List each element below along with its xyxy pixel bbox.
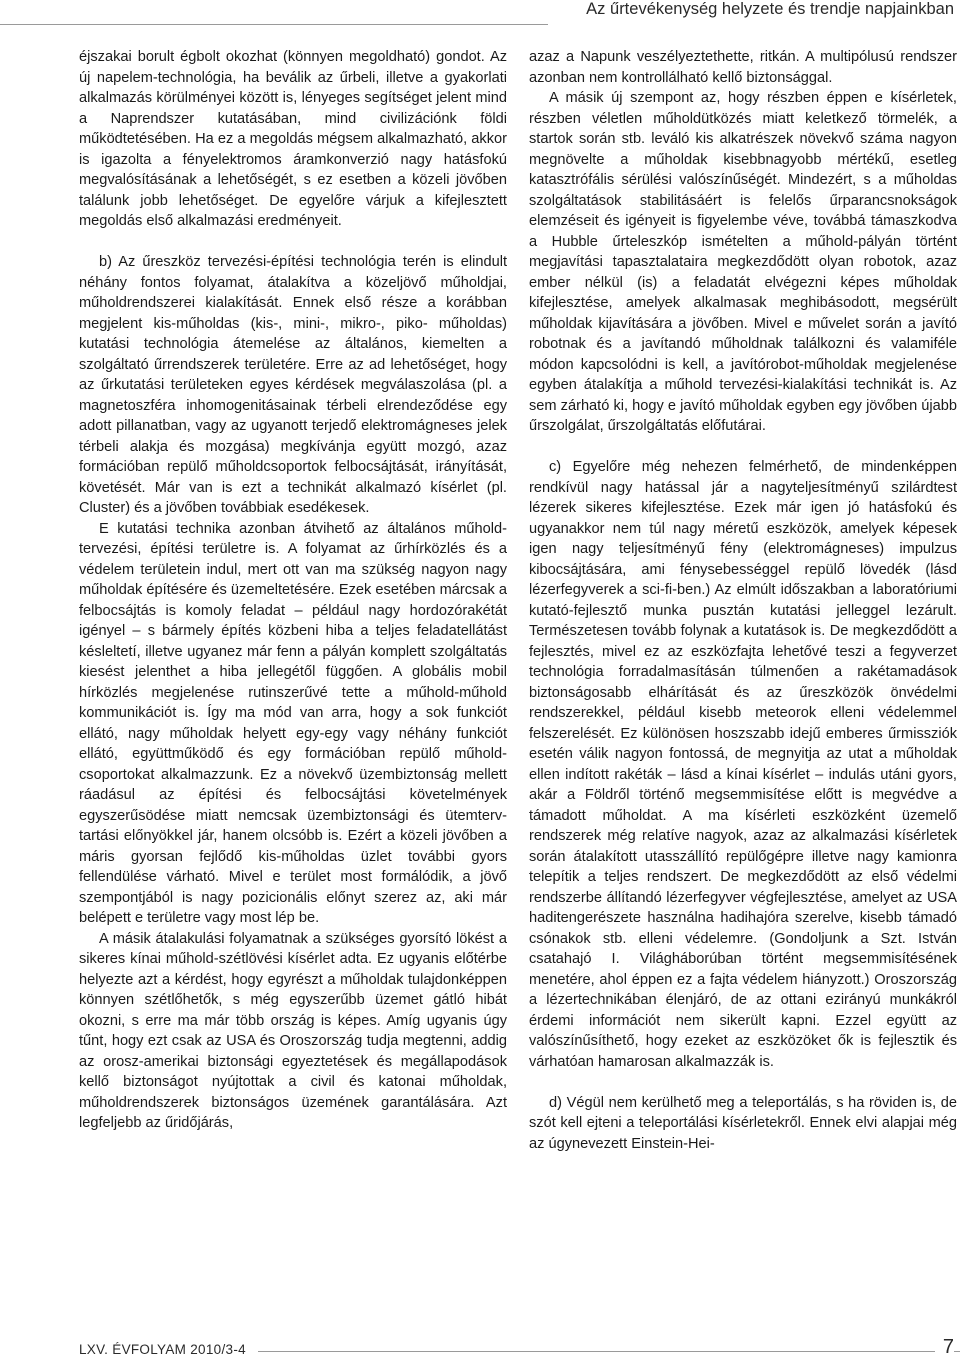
page-number: 7 <box>935 1336 954 1359</box>
left-column <box>79 47 507 1134</box>
footer-rule <box>258 1351 960 1352</box>
paragraph: c) Egyelőre még nehezen felmérhető, de mindenképpen rendkívül nagy hatással jár a nagyteljesítményű szilárdtest lézerek sikeres kifejlesztése. Ezek már igen jó hatásfokú és ugyanakkor nem túl nagy méretű eszközök, amelyek képesek igen nagy teljesítményű fény (elektromágneses) impulzus kibocsájtására, ami fénysebességgel repülő lövedék (lásd lézerfegyverek a sci-fi-ben.) Az elmúlt időszakban a laboratóriumi kutató-fejlesztő munka pusztán kutatási jelleggel lezárult. Természetesen tovább folynak a kutatások is. De megkezdődött a fejlesztés, mivel ez az eszközfajta lehetővé teszi a fegyverzet technológia forradalmasításán túlmenően a rakétamadások biztonságosabb elhárítását és az űreszközök önvédelmi rendszerekkel, például kisebb meteorok elleni védelemmel felszerelését. Ez különösen hoszszabb idejű emberes űrmissziók esetén válik nagyon fontossá, de megnyitja az utat a műholdak ellen indított rakéták – lásd a kínai kísérlet – indulás utáni gyors, akár a Földről történő megsemmisítése előtt is megvédve a támadott műholdat. A ma kísérleti eszközként üzemelő rendszerek még relatíve nagyok, azaz az alkalmazási kísérletek során átalakított utasszállító repülőgépre illetve nagy kamionra telepítik a teljes rendszert. De megkezdődött az első védelmi rendszerbe állítandó lézerfegyver végfejlesztése, amelyet az USA haditengerészete használna hadihajóra szerelve, kisebb támadó csónakok stb. elleni védelemre. (Gondoljunk a Szt. István csatahajó I. Világháborúban történt megsemmisítésének menetére, ahol éppen ez a fajta védelem hiányzott.) Oroszország a lézertechnikában élenjáró, de az ottani ezirányú munkákról érdemi információt nem sikerült kapni. Ezzel együtt az valószínűsíthető, hogy ezeket az eszközöket ők is fejlesztik és várhatóan hamarosan alkalmazzák is. <box>529 459 957 1070</box>
paragraph: A másik átalakulási folyamatnak a szükséges gyorsító lökést a sikeres kínai műhold-szétlövési kísérlet adta. Ez ugyanis előtérbe helyezte azt a kérdést, hogy egyrészt a műholdak tulajdonképpen könnyen szétlőhetők, s még egyszerűbb üzemet gátló hibát okozni, s erre ma már több ország is képes. Amíg ugyanis úgy tűnt, hogy ezt csak az USA és Oroszország tudja megtenni, addig az orosz-amerikai biztonsági egyeztetések és megállapodások kellő biztonságot nyújtottak a civil és katonai műholdak, műholdrendszerek biztonságos üzemének garantálására. Azt legfeljebb az űridőjárás, <box>79 930 507 1131</box>
paragraph: E kutatási technika azonban átvihető az általános műhold-tervezési, építési területre is. A folyamat az űrhírközlés és a védelem területein indul, mert ott van ma szükség nagyon nagy műholdak építésére és üzemeltetésére. Ezek esetében márcsak a felbocsájtás is komoly feladat – például nagy hordozórakétát igényel – s bármely építés közbeni hiba a teljes feladatellátást késleltetí, illetve ugyanez már fenn a pályán komplett szolgáltatás kiesést jelenthet a hiba jellegétől függően. A globális mobil hírközlés megjelenése rutinszerűvé tette a műhold-műhold kommunikációt is. Így ma mód van arra, hogy a sok funkciót ellátó, nagy műholdak helyett egy-egy vagy néhány funkciót ellátó, együttműködő és egy formációban repülő műhold-csoportokat alkalmazzunk. Ez a növekvő üzembiztonság mellett ráadásul az építési és felbocsájtási követelmények egyszerűsödése miatt nemcsak üzembiztonsági és ütemterv-tartási előnyökkel jár, hanem olcsóbb is. Ezért a közeli jövőben a máris gyorsan fejlődő kis-műholdas üzlet további gyors fellendülése várható. Mivel e terület most formálódik, a jövő szempontjából is nagy pozicionális előnyt szerez az, aki már belépett e területre vagy most lép be. <box>79 520 507 926</box>
paragraph: d) Végül nem kerülhető meg a teleportálás, s ha röviden is, de szót kell ejteni a teleportálási kísérletekről. Ennek elvi alapjai még az úgynevezett Einstein-Hei- <box>529 1094 957 1152</box>
right-column <box>529 47 957 1154</box>
paragraph: azaz a Napunk veszélyeztethette, ritkán. A multipólusú rendszer azonban nem kontrollálható kellő biztonsággal. <box>529 49 957 86</box>
running-header-title: Az űrtevékenység helyzete és trendje napjainkban <box>586 0 954 18</box>
footer-edition: LXV. ÉVFOLYAM 2010/3-4 <box>79 1342 246 1357</box>
paragraph: A másik új szempont az, hogy részben éppen e kísérletek, részben véletlen műholdütközés miatt keletkező törmelék, a startok során stb. leváló kis alkatrészek növekvő száma nagyon megnövelte a műholdak kisebbnagyobb mértékű, esetleg katasztrófális sérülési valószínűségét. Mindezért, s a műholdas szolgáltatások stabilitásáért is felelős űrparancsnokságok elemzéseit és igényeit is figyelembe véve, továbbá támaszkodva a Hubble űrteleszkóp ismételten a műhold-pályán történt megjavítási tapasztalataira megkezdődött olyan robotok, azaz ember nélkül (is) a feladatát elvégezni képes műholdak kifejlesztése, amelyek alkalmasak meghibásodott, megsérült műholdak kijavítására a jövőben. Mivel e művelet során a javító robotnak és a javítandó műholdnak találkozni és valamiféle módon kapcsolódni is kell, a javítórobot-műholdak megjelenése egyben átalakítja a műhold tervezési-kialakítási technikát is. Az sem zárható ki, hogy e javító műholdak egyben egy jövőben újabb űrszolgálat, űrszolgáltatás előfutárai. <box>529 90 957 434</box>
paragraph: b) Az űreszköz tervezési-építési technológia terén is elindult néhány fontos folyamat, átalakítva a közeljövő műholdjai, műholdrendszerei kialakítását. Ennek első része a korábban megjelent kis-műholdas (kis-, mini-, mikro-, piko- műholdas) kutatási technológia átemelése az általános, kiemelten a szolgáltató űrrendszerek területére. Erre az ad lehetőséget, hogy az űrkutatási területeken egyes kérdések megválaszolása (pl. a magnetoszféra inhomogenitásainak térbeli elrendeződése egy adott pillanatban, vagy az ugyanott terjedő elektromágneses jelek térbeli alakja és mozgása) megkívánja együtt mozgó, azaz formációban repülő műholdcsoportok felbocsájtását, irányítását, követését. Már van is ezt a technikát alkalmazó kísérlet (pl. Cluster) és a jövőben továbbiak esedékesek. <box>79 254 507 516</box>
header-rule <box>0 24 548 25</box>
paragraph: éjszakai borult égbolt okozhat (könnyen megoldható) gondot. Az új napelem-technológia, ha beválik az űrbeli, illetve a gyakorlati alkalmazás körülményei között is, lényeges segítséget jelent mind a Naprendszer kutatásában, mind civilizációnk földi működtetésében. Ha ez a megoldás mégsem alkalmazható, akkor is igazolta a fényelektromos áramkonverzió nagy hatásfokú megvalósításának a lehetőségét, s ez esetben a közeli jövőben találunk jobb lehetőséget. De egyelőre várjuk a kifejlesztett megoldás első alkalmazási eredményeit. <box>79 49 507 229</box>
